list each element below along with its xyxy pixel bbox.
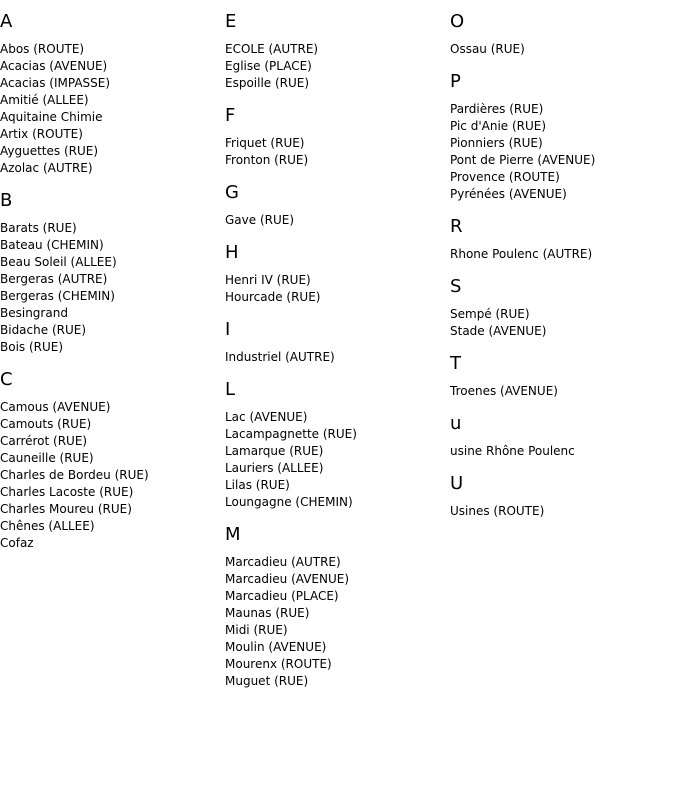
street-item: Troenes (AVENUE) [450,384,558,398]
street-item: Bergeras (CHEMIN) [0,289,115,303]
street-item: Marcadieu (AVENUE) [225,572,350,586]
street-item: Amitié (ALLEE) [0,93,89,107]
letter-group [450,473,672,520]
street-item: Lauriers (ALLEE) [225,461,324,475]
letter-heading: L [225,379,236,400]
street-item: Bidache (RUE) [0,323,87,337]
street-item: Pionniers (RUE) [450,136,543,150]
street-list [450,246,672,263]
street-item: Aquitaine Chimie [0,110,103,124]
letter-heading: B [0,190,13,211]
street-item: Pic d'Anie (RUE) [450,119,547,133]
street-list [225,41,447,92]
street-list [0,220,222,356]
letter-group [450,276,672,340]
street-item: Beau Soleil (ALLEE) [0,255,117,269]
street-item: Camouts (RUE) [0,417,92,431]
letter-group [450,353,672,400]
street-item: Lacampagnette (RUE) [225,427,357,441]
street-list [225,349,447,366]
letter-heading: H [225,242,239,263]
street-item: Abos (ROUTE) [0,42,85,56]
street-item: Provence (ROUTE) [450,170,560,184]
street-list [225,409,447,511]
letter-heading: T [450,353,461,374]
street-item: Pont de Pierre (AVENUE) [450,153,596,167]
street-item: Muguet (RUE) [225,674,309,688]
letter-group [225,524,447,690]
letter-group [450,216,672,263]
street-item: Espoille (RUE) [225,76,310,90]
street-list [225,272,447,306]
letter-heading: U [450,473,464,494]
letter-group [0,11,222,177]
street-item: usine Rhône Poulenc [450,444,575,458]
street-item: Carrérot (RUE) [0,434,88,448]
street-item: Chênes (ALLEE) [0,519,95,533]
street-item: Gave (RUE) [225,213,295,227]
letter-heading: C [0,369,13,390]
street-item: Mourenx (ROUTE) [225,657,332,671]
street-item: Marcadieu (PLACE) [225,589,339,603]
street-list [450,503,672,520]
street-item: Moulin (AVENUE) [225,640,327,654]
street-item: Pyrénées (AVENUE) [450,187,567,201]
letter-heading: O [450,11,465,32]
directory-column [0,11,222,565]
letter-group [0,369,222,552]
street-item: Marcadieu (AUTRE) [225,555,341,569]
street-list [450,443,672,460]
letter-group [450,11,672,58]
street-item: ECOLE (AUTRE) [225,42,319,56]
street-list [225,554,447,690]
street-item: Lilas (RUE) [225,478,290,492]
street-item: Artix (ROUTE) [0,127,83,141]
street-item: Cauneille (RUE) [0,451,94,465]
letter-group [225,105,447,169]
letter-group [225,379,447,511]
directory-column [225,11,447,703]
letter-heading: M [225,524,241,545]
street-item: Bois (RUE) [0,340,64,354]
street-item: Industriel (AUTRE) [225,350,335,364]
letter-group [0,190,222,356]
letter-group [450,71,672,203]
letter-group [450,413,672,460]
street-item: Azolac (AUTRE) [0,161,93,175]
letter-heading: I [225,319,231,340]
street-item: Charles Moureu (RUE) [0,502,132,516]
directory-column [450,11,672,533]
street-item: Ossau (RUE) [450,42,525,56]
letter-heading: G [225,182,239,203]
letter-heading: F [225,105,236,126]
street-item: Lamarque (RUE) [225,444,324,458]
street-item: Friquet (RUE) [225,136,305,150]
street-item: Cofaz [0,536,34,550]
letter-group [225,319,447,366]
street-item: Acacias (AVENUE) [0,59,108,73]
street-item: Rhone Poulenc (AUTRE) [450,247,593,261]
letter-heading: u [450,413,462,434]
street-item: Acacias (IMPASSE) [0,76,111,90]
street-item: Camous (AVENUE) [0,400,111,414]
street-list [450,383,672,400]
street-list [225,135,447,169]
street-item: Charles Lacoste (RUE) [0,485,134,499]
letter-heading: P [450,71,461,92]
letter-group [225,242,447,306]
street-item: Besingrand [0,306,68,320]
street-item: Usines (ROUTE) [450,504,545,518]
street-item: Fronton (RUE) [225,153,309,167]
letter-heading: E [225,11,237,32]
street-item: Bateau (CHEMIN) [0,238,104,252]
letter-heading: R [450,216,463,237]
letter-group [225,182,447,229]
street-item: Charles de Bordeu (RUE) [0,468,149,482]
street-list [0,41,222,177]
street-item: Eglise (PLACE) [225,59,312,73]
street-item: Bergeras (AUTRE) [0,272,108,286]
street-list [450,101,672,203]
letter-group [225,11,447,92]
street-list [0,399,222,552]
street-item: Stade (AVENUE) [450,324,547,338]
street-item: Loungagne (CHEMIN) [225,495,353,509]
street-item: Barats (RUE) [0,221,77,235]
street-item: Henri IV (RUE) [225,273,311,287]
street-list [450,306,672,340]
street-item: Ayguettes (RUE) [0,144,99,158]
street-list [225,212,447,229]
street-list [450,41,672,58]
street-item: Sempé (RUE) [450,307,530,321]
letter-heading: S [450,276,462,297]
street-item: Lac (AVENUE) [225,410,308,424]
street-item: Maunas (RUE) [225,606,310,620]
street-item: Midi (RUE) [225,623,288,637]
street-item: Pardières (RUE) [450,102,544,116]
letter-heading: A [0,11,13,32]
street-item: Hourcade (RUE) [225,290,321,304]
